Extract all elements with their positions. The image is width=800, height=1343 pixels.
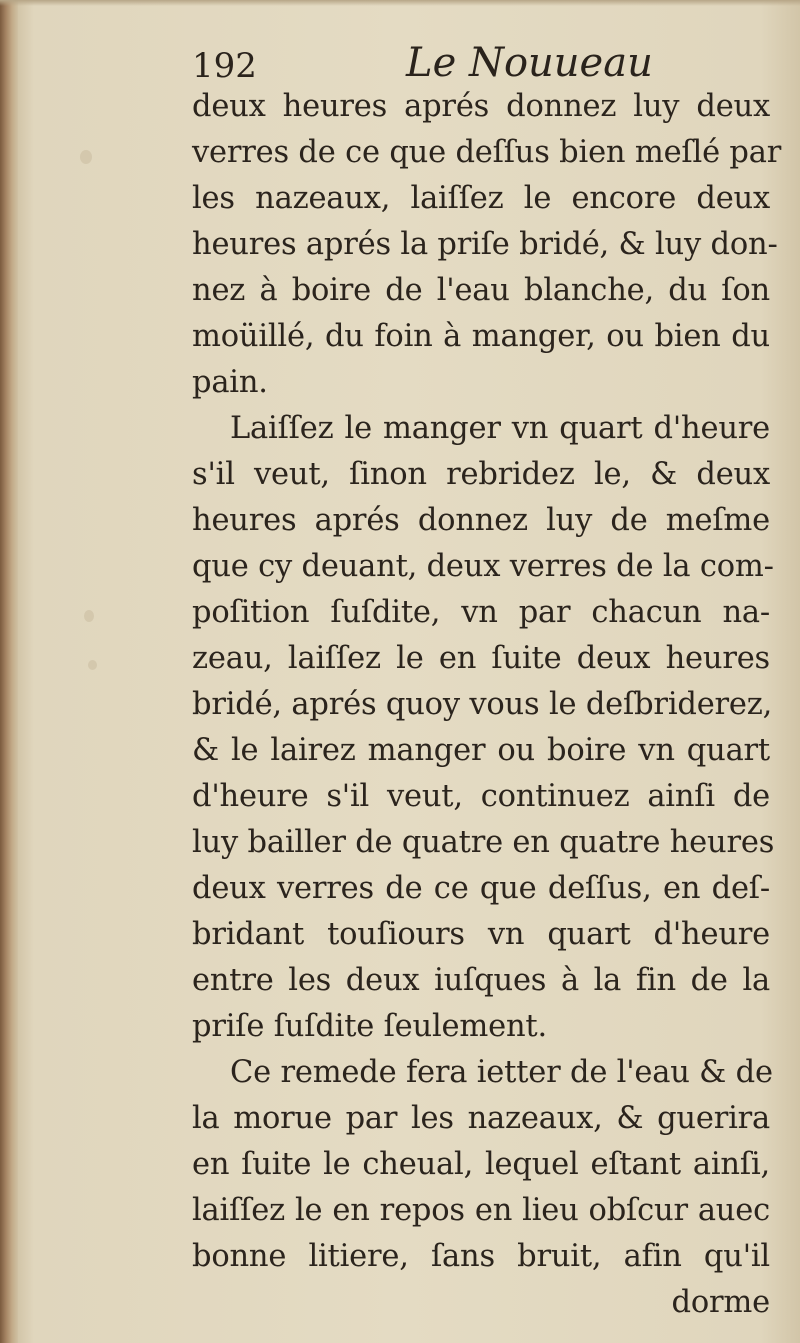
text-line: que cy deuant, deux verres de la com- [192,549,774,584]
catchword: dorme [671,1285,770,1320]
text-line: poſition ſuſdite, vn par chacun na- [192,595,770,630]
text-line: entre les deux iuſques à la fin de la [192,963,770,998]
text-line: heures aprés donnez luy de meſme [192,503,770,538]
text-line: la morue par les nazeaux, & guerira [192,1101,770,1136]
page-number: 192 [192,46,257,86]
page-top-edge [0,0,800,6]
paper-stain [80,150,92,164]
text-line: bridant touſiours vn quart d'heure [192,917,770,952]
paper-stain [88,660,97,670]
text-line: zeau, laiſſez le en ſuite deux heures [192,641,770,676]
text-line: moüillé, du foin à manger, ou bien du [192,319,770,354]
text-line: nez à boire de l'eau blanche, du ſon [192,273,770,308]
text-line: deux verres de ce que deſſus, en deſ- [192,871,770,906]
text-line: les nazeaux, laiſſez le encore deux [192,181,770,216]
text-line: s'il veut, ſinon rebridez le, & deux [192,457,770,492]
text-line: d'heure s'il veut, continuez ainſi de [192,779,770,814]
page-header [192,40,752,90]
text-line: verres de ce que deſſus bien meſlé par [192,135,782,170]
book-spine [0,0,18,1343]
text-line: Ce remede fera ietter de l'eau & de [230,1055,773,1090]
text-line: en ſuite le cheual, lequel eſtant ainſi, [192,1147,770,1182]
text-line: bridé, aprés quoy vous le deſbriderez, [192,687,773,722]
text-line: & le lairez manger ou boire vn quart [192,733,770,768]
running-head: Le Nouueau [406,40,653,86]
text-line: Laiſſez le manger vn quart d'heure [230,411,770,446]
text-line: luy bailler de quatre en quatre heures [192,825,775,860]
text-line: pain. [192,365,268,400]
text-line: bonne litiere, ſans bruit, afin qu'il [192,1239,770,1274]
body-text [192,84,782,1326]
text-line: heures aprés la priſe bridé, & luy don- [192,227,778,262]
paper-stain [84,610,94,622]
text-line: deux heures aprés donnez luy deux [192,89,770,124]
text-line: priſe ſuſdite ſeulement. [192,1009,547,1044]
text-line: laiſſez le en repos en lieu obſcur auec [192,1193,770,1228]
